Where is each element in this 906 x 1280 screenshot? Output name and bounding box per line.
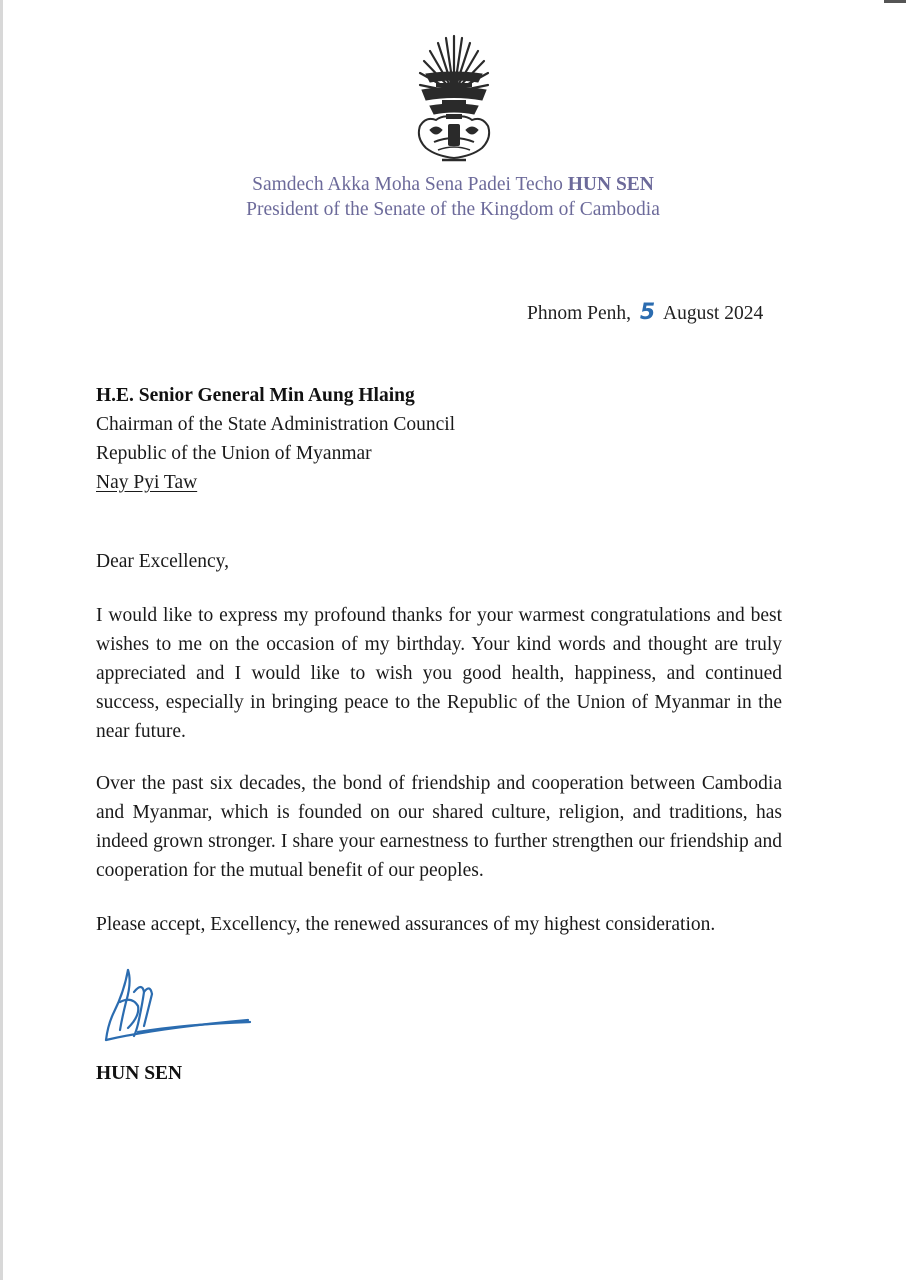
recipient-title: Chairman of the State Administration Council <box>96 414 456 435</box>
recipient-name: H.E. Senior General Min Aung Hlaing <box>96 385 415 406</box>
dateline <box>527 300 763 325</box>
handwritten-signature <box>98 962 258 1048</box>
corner-mark <box>884 0 906 3</box>
letterhead-title-prefix: Samdech Akka Moha Sena Padei Techo <box>252 174 568 195</box>
salutation: Dear Excellency, <box>96 551 229 572</box>
recipient-city: Nay Pyi Taw <box>96 472 198 493</box>
royal-emblem-icon <box>412 30 496 166</box>
dateline-day: 5 <box>639 300 656 325</box>
body-paragraph-2: Over the past six decades, the bond of friendship and cooperation between Cambodia and Myanmar, which is founded on our shared culture, religion, and traditions, has indeed grown stronger. I share your earnestness to further strengthen our friendship and cooperation for the mutual benefit of our peoples. <box>96 773 782 881</box>
body-paragraph-3: Please accept, Excellency, the renewed assurances of my highest consideration. <box>96 914 716 935</box>
recipient-country: Republic of the Union of Myanmar <box>96 443 372 464</box>
letterhead-title-name: HUN SEN <box>567 174 654 195</box>
body-paragraph-1: I would like to express my profound thanks for your warmest congratulations and best wishes to me on the occasion of my birthday. Your kind words and thought are truly appreciated and I would like to wish you good health, happiness, and continued success, especially in bringing peace to the Republic of the Union of Myanmar in the near future. <box>96 605 782 742</box>
signer-name: HUN SEN <box>96 1063 183 1084</box>
dateline-month-year: August 2024 <box>663 303 764 324</box>
letterhead-position: President of the Senate of the Kingdom of Cambodia <box>246 199 660 220</box>
dateline-place: Phnom Penh, <box>527 303 632 324</box>
letterhead-title <box>0 172 906 197</box>
